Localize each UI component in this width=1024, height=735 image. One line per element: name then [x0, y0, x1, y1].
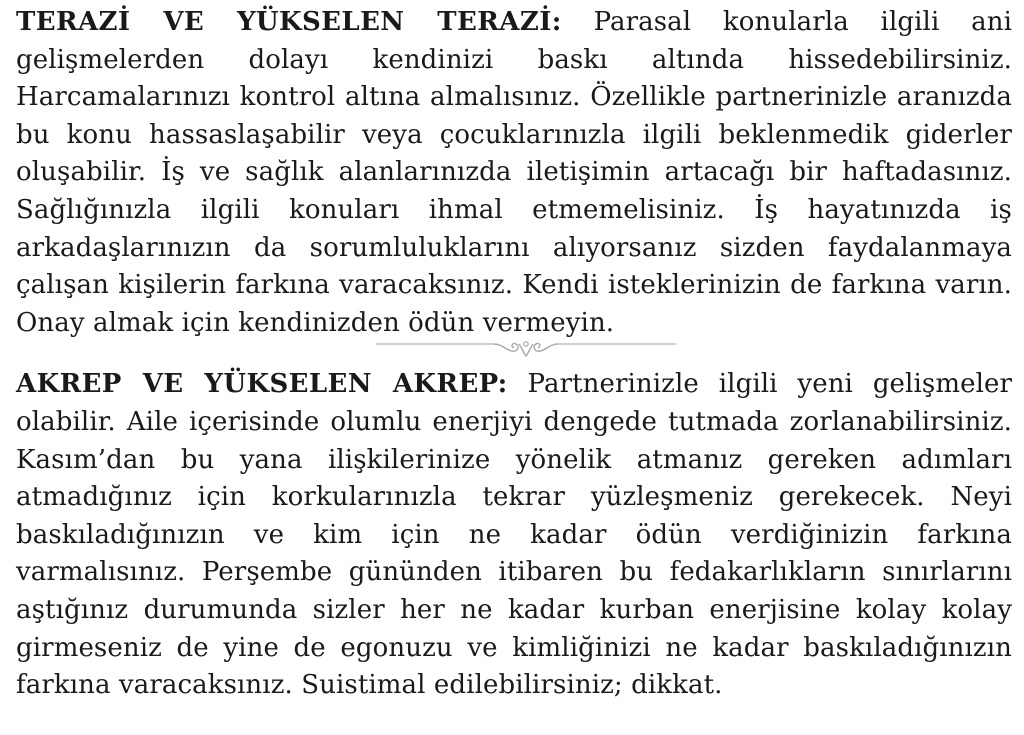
section-heading-terazi: TERAZİ VE YÜKSELEN TERAZİ:	[16, 7, 562, 37]
section-body-akrep: Partnerinizle ilgili yeni gelişmeler olabilir. Aile içerisinde olumlu enerjiyi dengede tutmada zorlanabilirsiniz. Kasım’dan bu yana ilişkilerinize yönelik atmanız gereken adımları atmadığınız için korkularınızla tekrar yüzleşmeniz gerekecek. Neyi baskıladığınızın ve kim için ne kadar ödün verdiğinizin farkına varmalısınız. Perşembe gününden itibaren bu fedakarlıkların sınırlarını aştığınız durumunda sizler her ne kadar kurban enerjisine kolay kolay girmeseniz de yine de egonuzu ve kimliğinizi ne kadar baskıladığınızın farkına varacaksınız. Suistimal edilebilirsiniz; dikkat.	[16, 369, 1012, 701]
section-terazi	[16, 4, 1012, 342]
section-akrep	[16, 366, 1012, 704]
ornamental-flourish-icon	[376, 336, 676, 360]
section-body-terazi: Parasal konularla ilgili ani gelişmelerden dolayı kendinizi baskı altında hissedebilirsiniz. Harcamalarınızı kontrol altına almalısınız. Özellikle partnerinizle aranızda bu konu hassaslaşabilir veya çocuklarınızla ilgili beklenmedik giderler oluşabilir. İş ve sağlık alanlarınızda iletişimin artacağı bir haftadasınız. Sağlığınızla ilgili konuları ihmal etmemelisiniz. İş hayatınızda iş arkadaşlarınızın da sorumluluklarını alıyorsanız sizden faydalanmaya çalışan kişilerin farkına varacaksınız. Kendi isteklerinizin de farkına varın. Onay almak için kendinizden ödün vermeyin.	[16, 7, 1012, 338]
section-heading-akrep: AKREP VE YÜKSELEN AKREP:	[16, 369, 508, 400]
article	[16, 4, 1012, 705]
section-divider	[16, 336, 1012, 362]
